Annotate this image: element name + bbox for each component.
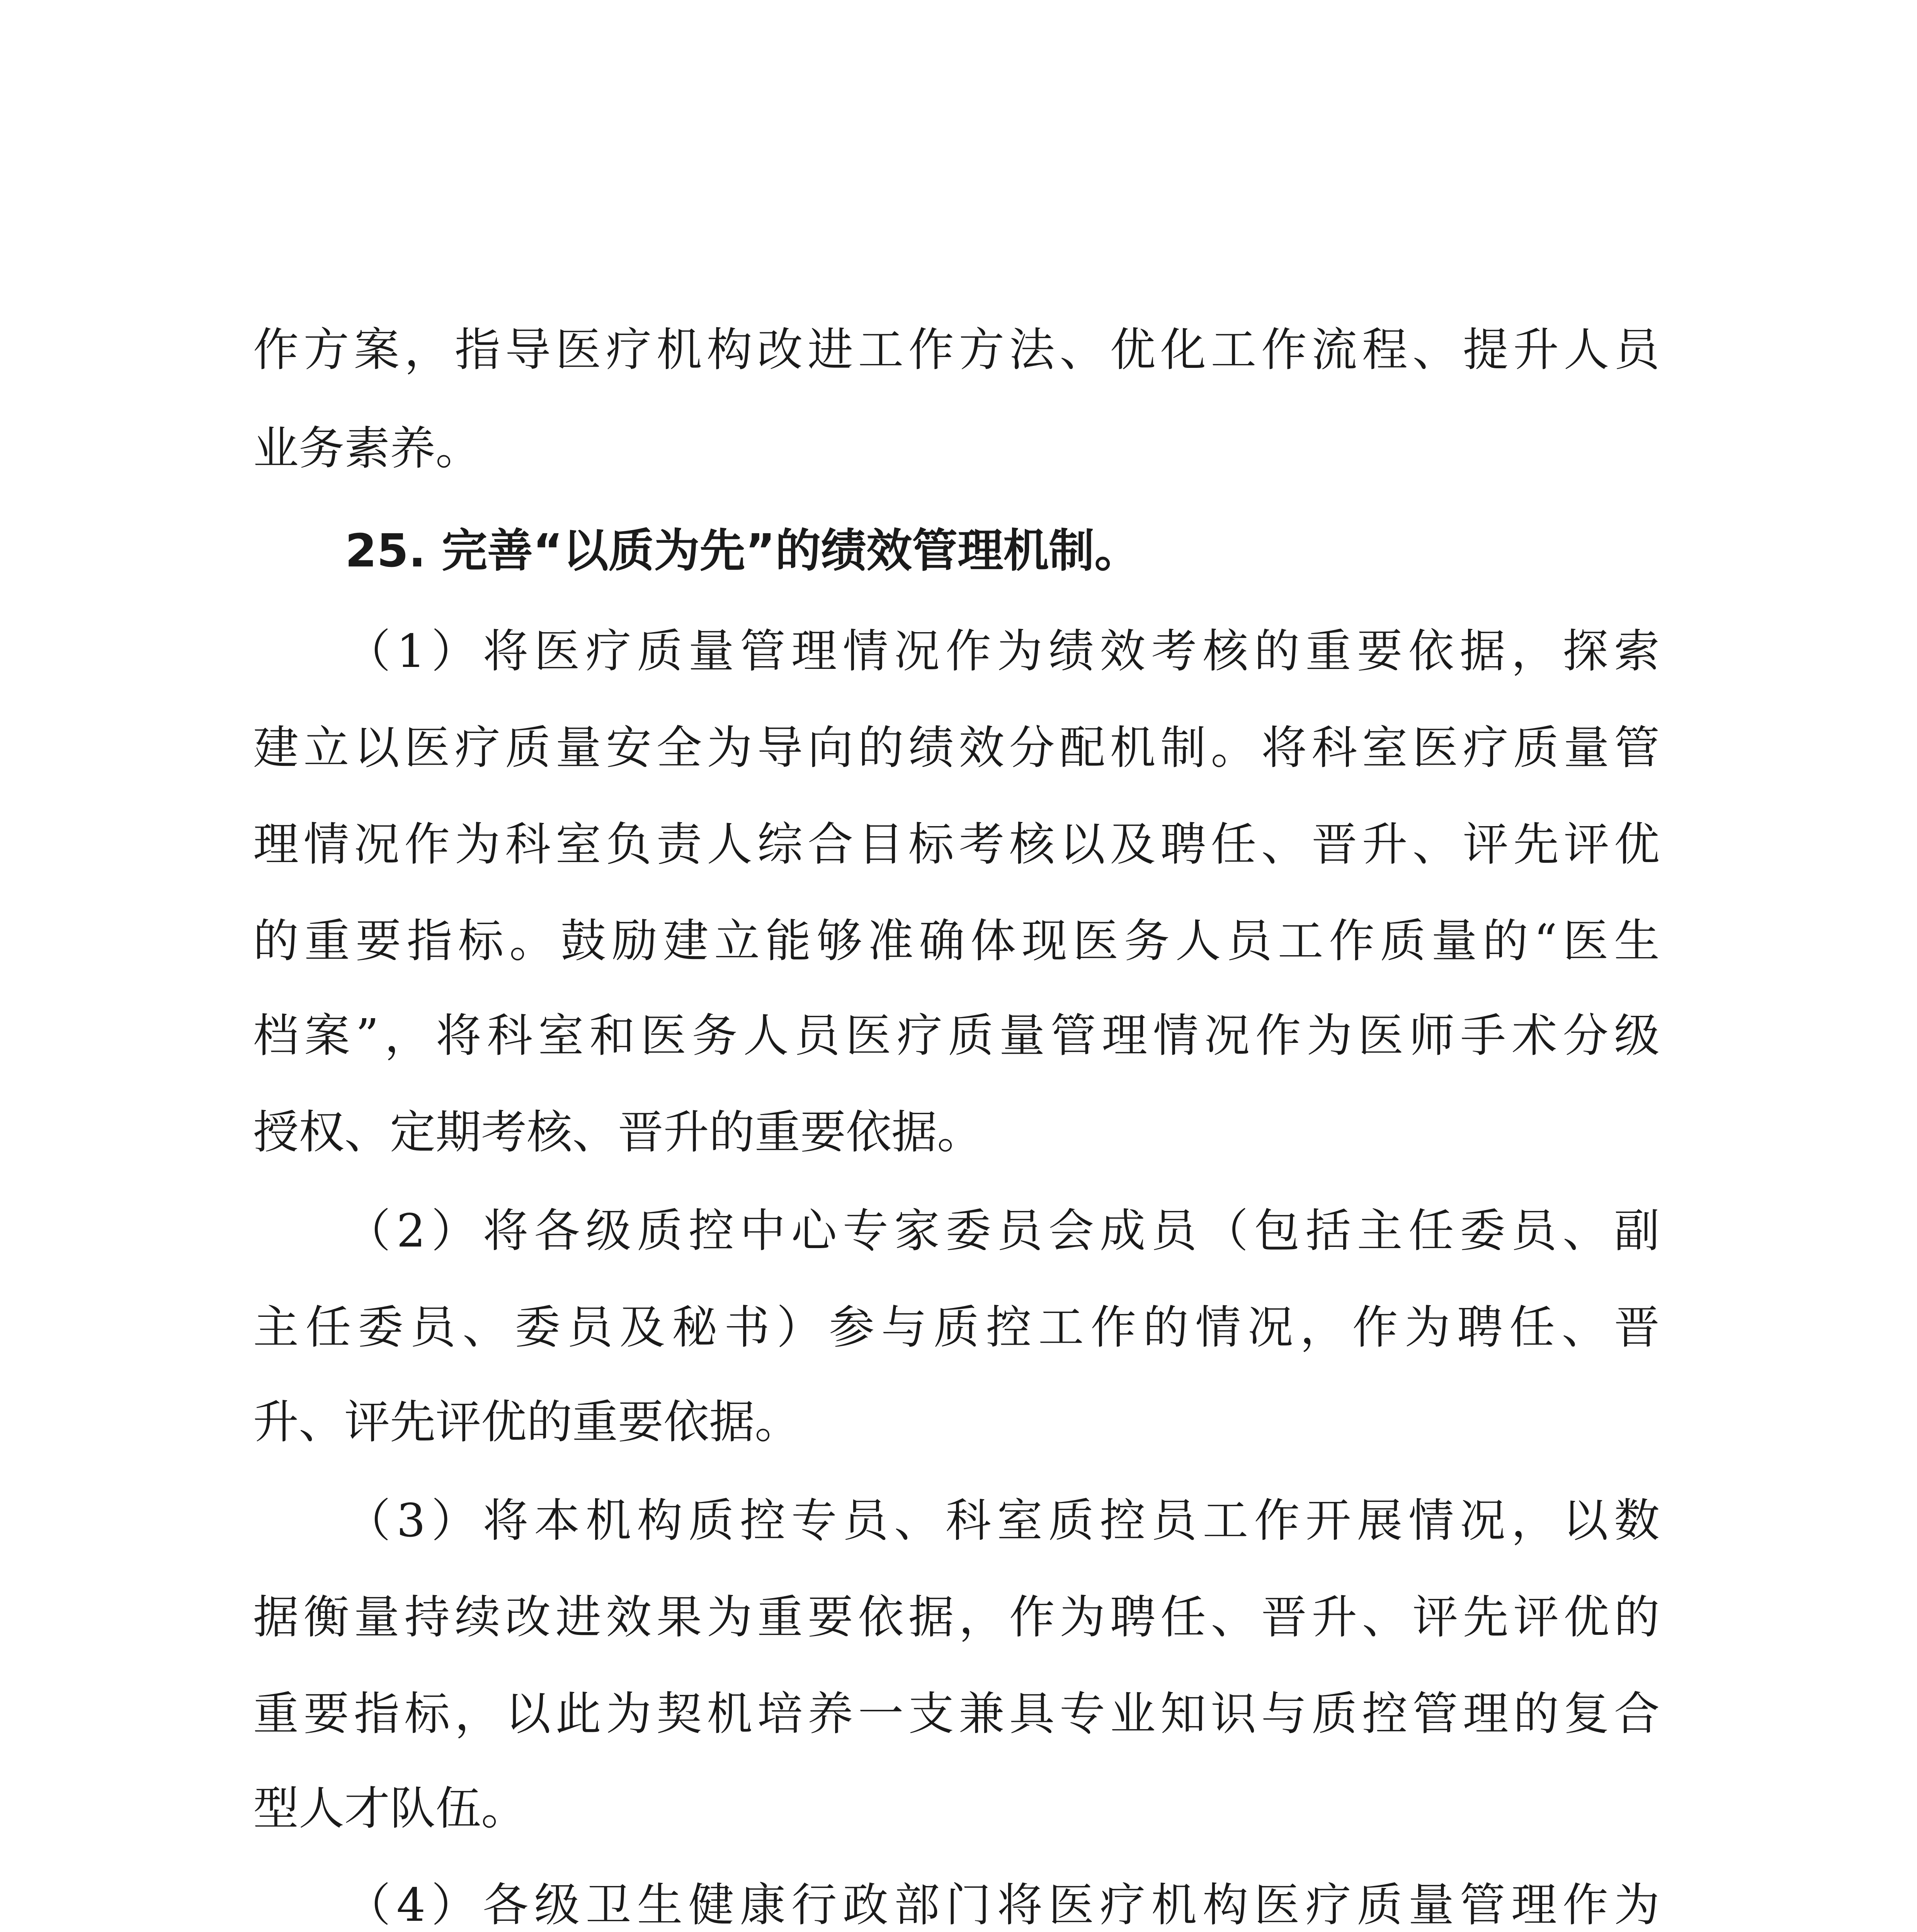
body-text-line: 型人才队伍。 bbox=[253, 1782, 527, 1835]
body-text-line: 的重要指标。鼓励建立能够准确体现医务人员工作质量的“医生 bbox=[253, 914, 1660, 968]
body-text-line: 作方案，指导医疗机构改进工作方法、优化工作流程、提升人员 bbox=[253, 323, 1660, 376]
body-text-line: 升、评先评优的重要依据。 bbox=[253, 1395, 801, 1449]
body-text-line: 理情况作为科室负责人综合目标考核以及聘任、晋升、评先评优 bbox=[253, 818, 1660, 871]
paragraph-start: （2）将各级质控中心专家委员会成员（包括主任委员、副 bbox=[345, 1204, 1660, 1257]
paragraph-start: （3）将本机构质控专员、科室质控员工作开展情况，以数 bbox=[345, 1494, 1660, 1547]
paragraph-start: （1）将医疗质量管理情况作为绩效考核的重要依据，探索 bbox=[345, 624, 1660, 678]
body-text-line: 重要指标，以此为契机培养一支兼具专业知识与质控管理的复合 bbox=[253, 1687, 1660, 1740]
body-text-line: 主任委员、委员及秘书）参与质控工作的情况，作为聘任、晋 bbox=[253, 1301, 1660, 1354]
body-text-line: 建立以医疗质量安全为导向的绩效分配机制。将科室医疗质量管 bbox=[253, 721, 1660, 774]
body-text-line: 授权、定期考核、晋升的重要依据。 bbox=[253, 1105, 983, 1159]
body-text-line: 据衡量持续改进效果为重要依据，作为聘任、晋升、评先评优的 bbox=[253, 1590, 1660, 1644]
body-text-line: 业务素养。 bbox=[253, 422, 481, 475]
paragraph-start: （4）各级卫生健康行政部门将医疗机构医疗质量管理作为 bbox=[345, 1878, 1660, 1932]
section-heading-25: 25. 完善“以质为先”的绩效管理机制。 bbox=[345, 524, 1140, 577]
body-text-line: 档案”，将科室和医务人员医疗质量管理情况作为医师手术分级 bbox=[253, 1009, 1660, 1062]
